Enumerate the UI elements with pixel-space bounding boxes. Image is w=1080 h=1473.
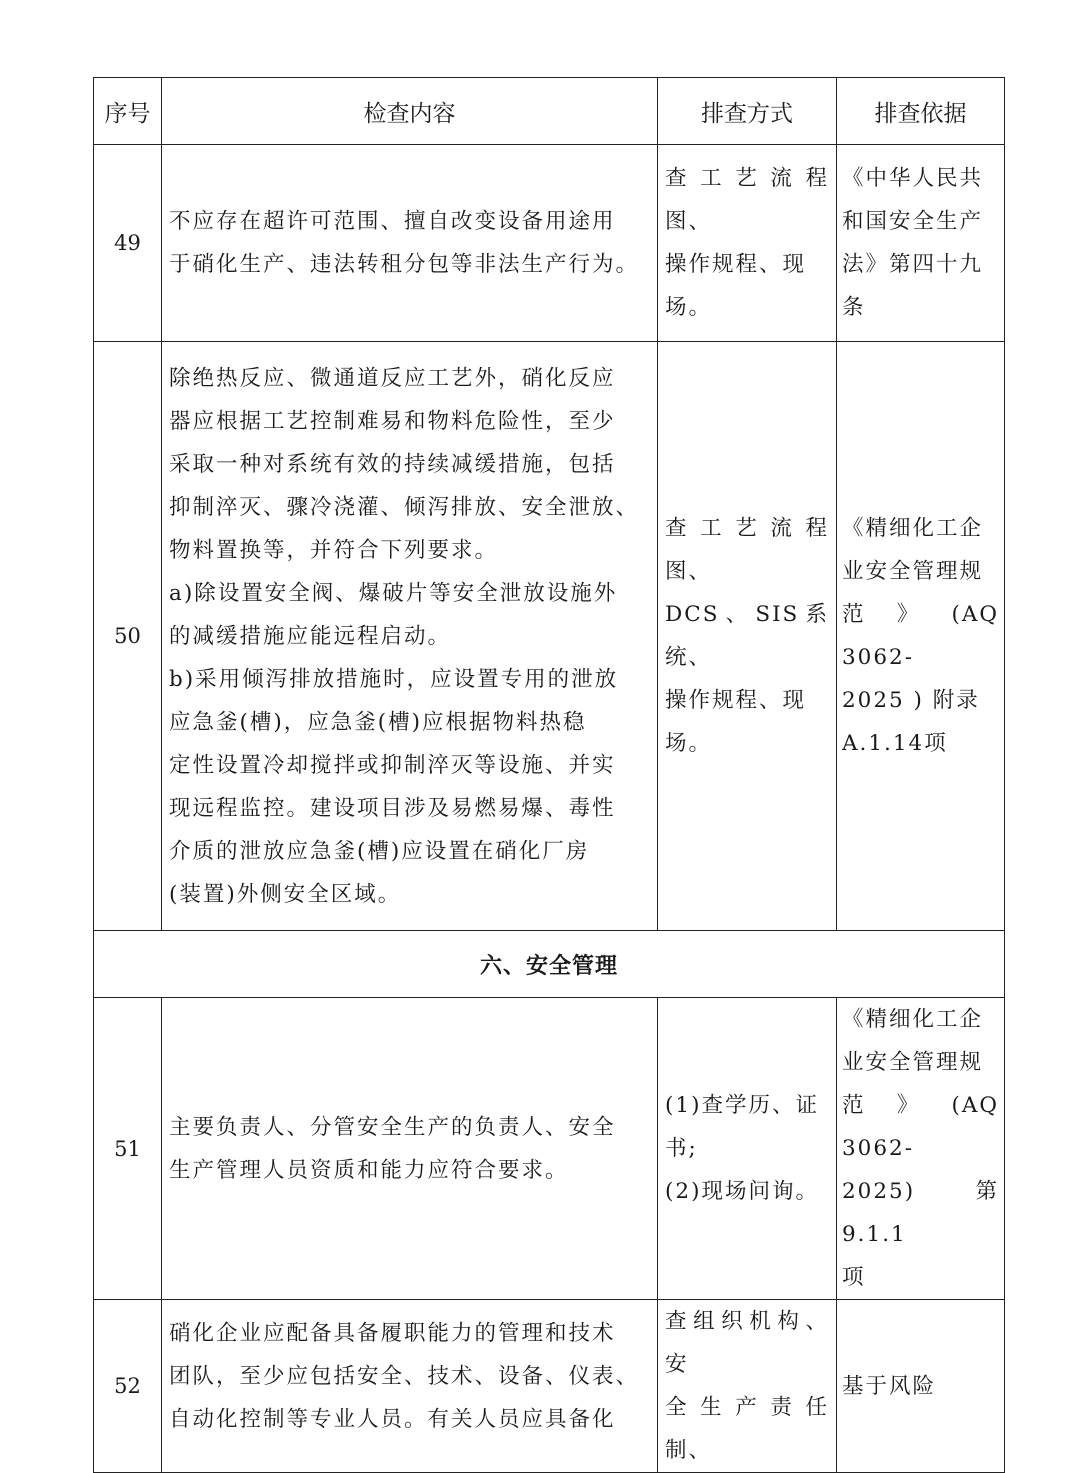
check-method: (1)查学历、证 书; (2)现场问询。 (658, 998, 837, 1300)
check-content: 硝化企业应配备具备履职能力的管理和技术 团队，至少应包括安全、技术、设备、仪表、 自动化控制等专业人员。有关人员应具备化 (162, 1300, 658, 1473)
row-number: 52 (94, 1300, 162, 1473)
check-content: 除绝热反应、微通道反应工艺外，硝化反应 器应根据工艺控制难易和物料危险性，至少 采取一种对系统有效的持续减缓措施，包括 抑制淬灭、骤冷浇灌、倾泻排放、安全泄放、 物料置换等，并符合下列要求。 a)除设置安全阀、爆破片等安全泄放设施外 的减缓措施应能远程启动。 b)采用倾泻排放措施时，应设置专用的泄放 应急釜(槽)，应急釜(槽)应根据物料热稳 定性设置冷却搅拌或抑制淬灭等设施、并实 现远程监控。建设项目涉及易燃易爆、毒性 介质的泄放应急釜(槽)应设置在硝化厂房 (装置)外侧安全区域。 (162, 342, 658, 931)
check-basis: 《精细化工企 业安全管理规 范》(AQ 3062- 2025 ) 附录 A.1.14项 (837, 342, 1005, 931)
table-row (94, 342, 1005, 931)
table-header-row (94, 78, 1005, 145)
check-basis: 《精细化工企 业安全管理规 范》(AQ 3062- 2025)第9.1.1 项 (837, 998, 1005, 1300)
row-number: 49 (94, 145, 162, 342)
check-basis: 基于风险 (837, 1300, 1005, 1473)
section-row (94, 931, 1005, 998)
check-method: 查组织机构、安 全生产责任制、 (658, 1300, 837, 1473)
table-row (94, 1300, 1005, 1473)
header-num: 序号 (94, 78, 162, 145)
header-basis: 排查依据 (837, 78, 1005, 145)
row-number: 50 (94, 342, 162, 931)
section-title: 六、安全管理 (94, 931, 1005, 998)
table-row (94, 145, 1005, 342)
row-number: 51 (94, 998, 162, 1300)
check-content: 不应存在超许可范围、擅自改变设备用途用 于硝化生产、违法转租分包等非法生产行为。 (162, 145, 658, 342)
check-basis: 《中华人民共 和国安全生产 法》第四十九 条 (837, 145, 1005, 342)
check-method: 查工艺流程图、 DCS、SIS系统、 操作规程、现 场。 (658, 342, 837, 931)
check-content: 主要负责人、分管安全生产的负责人、安全 生产管理人员资质和能力应符合要求。 (162, 998, 658, 1300)
table-row (94, 998, 1005, 1300)
check-method: 查工艺流程图、 操作规程、现 场。 (658, 145, 837, 342)
header-method: 排查方式 (658, 78, 837, 145)
header-content: 检查内容 (162, 78, 658, 145)
inspection-table (93, 77, 1005, 1473)
